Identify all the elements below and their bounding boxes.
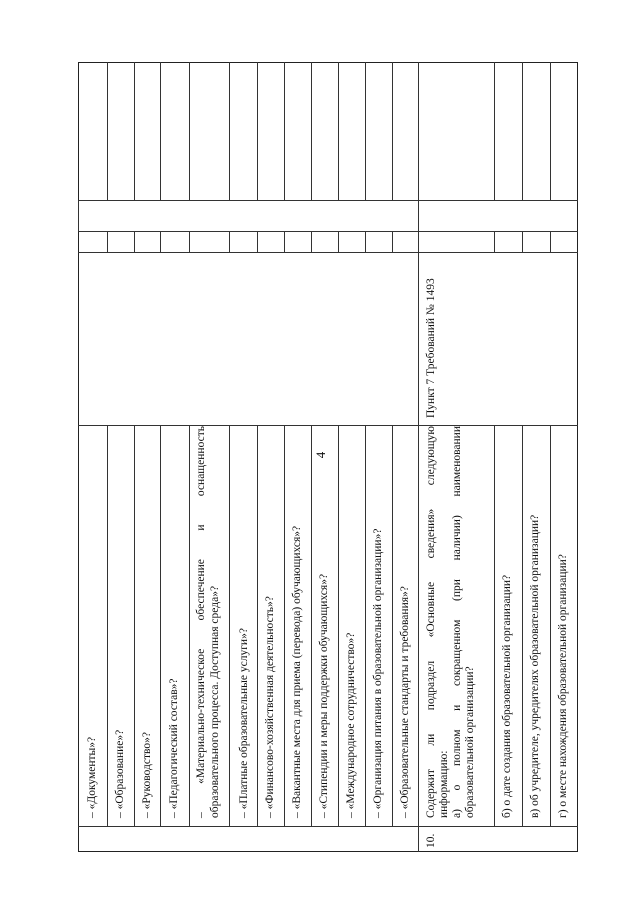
- column-divider: [78, 425, 578, 426]
- row-divider: [311, 62, 312, 200]
- row-divider: [550, 231, 551, 252]
- question-text: – «Руководство»?: [141, 732, 153, 818]
- question-text: – «Вакантные места для приема (перевода) обучающихся»?: [291, 525, 303, 818]
- row-divider: [189, 425, 190, 826]
- row-divider: [392, 425, 393, 826]
- row-divider: [257, 62, 258, 200]
- row-divider: [365, 231, 366, 252]
- row-divider: [160, 425, 161, 826]
- column-divider: [78, 826, 578, 827]
- column-divider: [78, 200, 578, 201]
- row-divider: [311, 425, 312, 826]
- row-divider: [522, 425, 523, 826]
- question-text: информацию:: [438, 750, 450, 818]
- row-divider: [229, 62, 230, 200]
- row-divider: [78, 200, 79, 231]
- row-divider: [392, 231, 393, 252]
- row-divider: [257, 425, 258, 826]
- row-divider: [284, 425, 285, 826]
- question-text: г) о месте нахождения образовательной организации?: [557, 554, 569, 818]
- row-divider: [160, 231, 161, 252]
- page-number: 4: [313, 451, 328, 459]
- question-text: образовательного процесса. Доступная среда»?: [209, 585, 221, 818]
- row-divider: [522, 62, 523, 200]
- row-divider: [338, 231, 339, 252]
- row-divider: [107, 62, 108, 200]
- row-divider: [229, 231, 230, 252]
- row-divider: [522, 231, 523, 252]
- question-text: – «Педагогический состав»?: [168, 678, 180, 818]
- question-text: в) об учредителе, учредителях образовательной организации?: [529, 514, 541, 818]
- row-divider: [365, 425, 366, 826]
- legal-reference: Пункт 7 Требований № 1493: [425, 278, 437, 418]
- question-text: Содержит ли подраздел «Основные сведения» следующую: [425, 426, 437, 818]
- row-divider: [284, 62, 285, 200]
- question-text: – «Стипендии и меры поддержки обучающихся»?: [318, 573, 330, 818]
- item-number: 10.: [425, 833, 437, 848]
- row-divider: [365, 62, 366, 200]
- question-text: – «Образовательные стандарты и требования»?: [399, 586, 411, 818]
- row-divider: [134, 425, 135, 826]
- row-divider: [134, 231, 135, 252]
- question-text: б) о дате создания образовательной организации?: [501, 574, 513, 818]
- row-divider: [284, 231, 285, 252]
- row-divider: [494, 425, 495, 826]
- row-divider: [189, 231, 190, 252]
- question-text: – «Материально-техническое обеспечение и оснащенность: [195, 426, 207, 818]
- question-text: – «Финансово-хозяйственная деятельность»?: [264, 596, 276, 818]
- row-divider: [160, 62, 161, 200]
- row-divider: [189, 62, 190, 200]
- question-text: – «Документы»?: [86, 736, 98, 818]
- question-text: образовательной организации?: [464, 666, 476, 818]
- question-text: – «Образование»?: [114, 729, 126, 818]
- row-divider: [338, 425, 339, 826]
- row-divider: [418, 62, 419, 852]
- question-text: – «Организация питания в образовательной организации»?: [372, 528, 384, 818]
- question-text: а) о полном и сокращенном (при наличии) наименовании: [451, 426, 463, 818]
- row-divider: [550, 62, 551, 200]
- row-divider: [107, 231, 108, 252]
- column-divider: [78, 252, 578, 253]
- row-divider: [338, 62, 339, 200]
- row-divider: [494, 231, 495, 252]
- row-divider: [257, 231, 258, 252]
- row-divider: [494, 62, 495, 200]
- row-divider: [392, 62, 393, 200]
- question-text: – «Платные образовательные услуги»?: [238, 628, 250, 818]
- row-divider: [550, 425, 551, 826]
- row-divider: [311, 231, 312, 252]
- row-divider: [229, 425, 230, 826]
- row-divider: [134, 62, 135, 200]
- question-text: – «Международное сотрудничество»?: [345, 632, 357, 818]
- column-divider: [78, 231, 578, 232]
- row-divider: [107, 425, 108, 826]
